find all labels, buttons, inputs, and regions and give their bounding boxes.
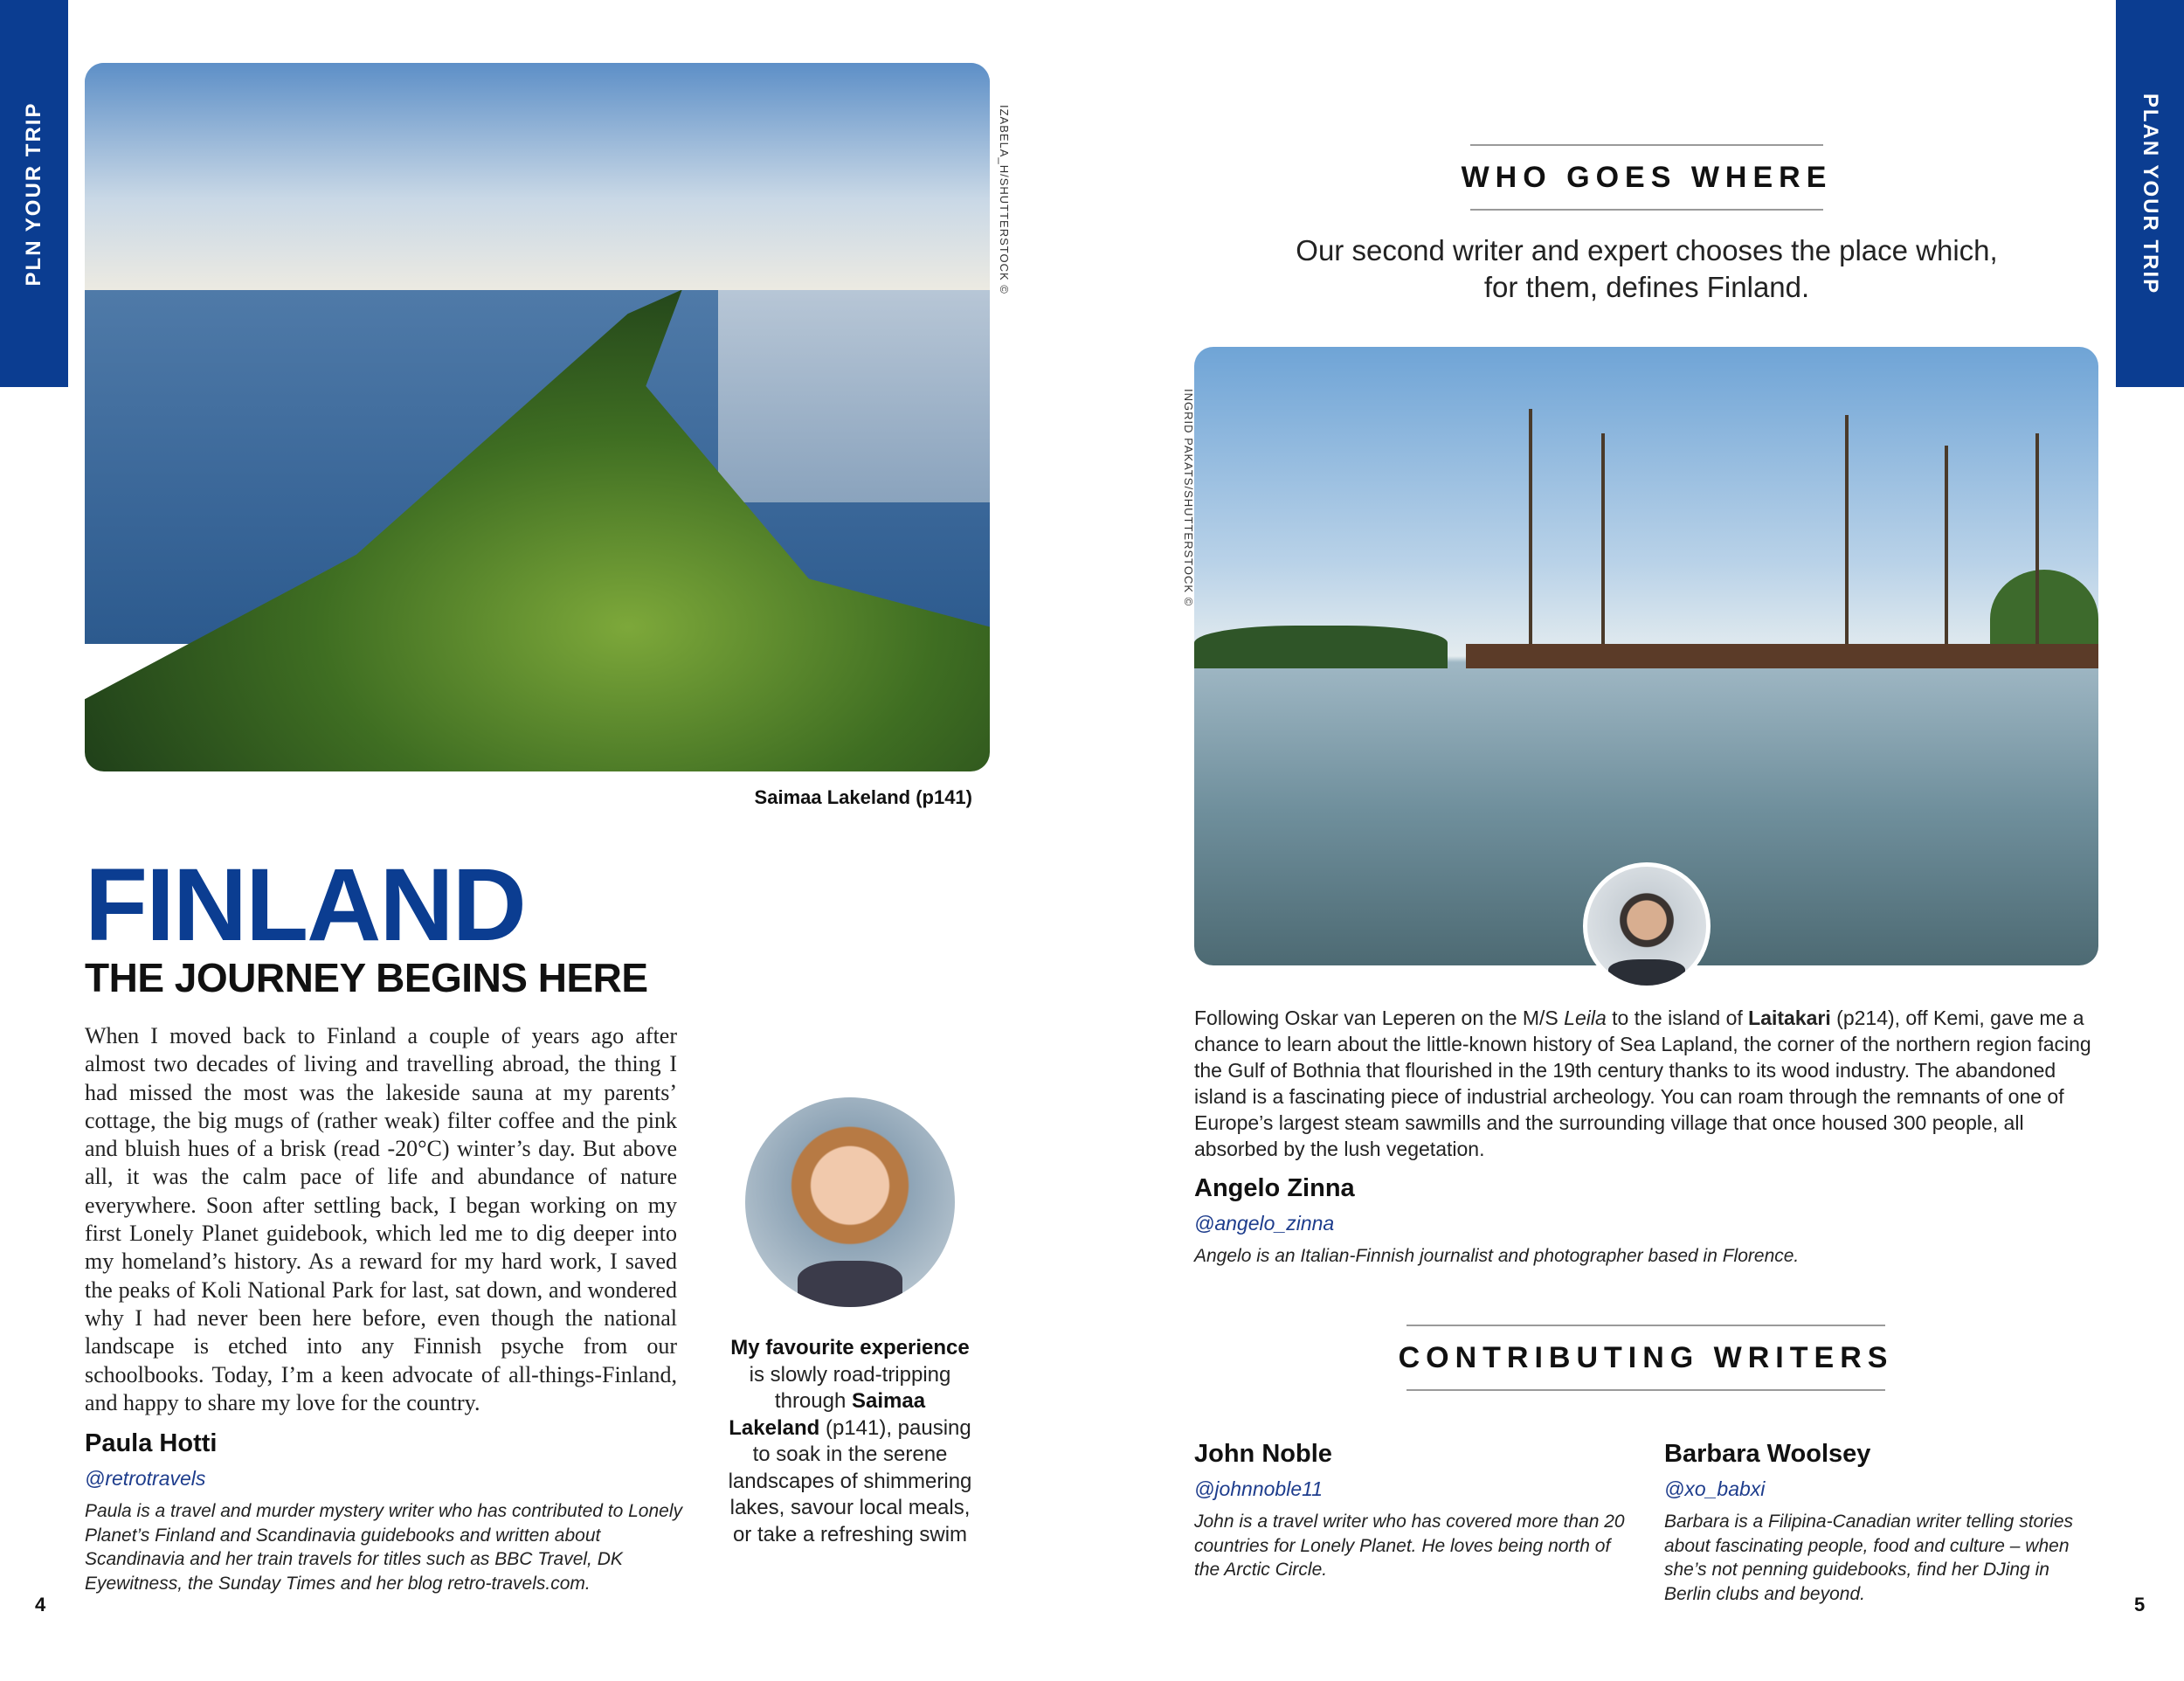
author-name: Paula Hotti bbox=[85, 1429, 218, 1457]
photo-caption: Saimaa Lakeland (p141) bbox=[754, 786, 972, 808]
contributors-title: CONTRIBUTING WRITERS bbox=[1398, 1341, 1894, 1374]
section-subtitle: Our second writer and expert chooses the place which, for them, defines Finland. bbox=[1296, 234, 1998, 303]
intro-body: When I moved back to Finland a couple of years ago after almost two decades of living and travelling abroad, the thing I had missed the most was the lakeside sauna at my parents’ cottage, the big mugs of (rather weak) filter coffee and the pink and bluish hues of a brisk (read -20°C) winter’s day. But above all, it was the calm pace of life and abundance of nature everywhere. Soon after settling back, I began working on my first Lonely Planet guidebook, which led me to dig deeper into my homeland’s history. As a reward for my hard work, I saved the peaks of Koli National Park for last, sat down, and wondered why I had never been here before, even though the national landscape is etched into any Finnish psyche from our schoolbooks. Today, I’m a keen advocate of all-things-Finland, and happy to share my love for the country. bbox=[85, 1023, 677, 1415]
photo-credit: INGRID PAKATS/SHUTTERSTOCK © bbox=[1182, 389, 1195, 607]
author-avatar bbox=[1583, 862, 1711, 990]
author-handle[interactable]: @angelo_zinna bbox=[1194, 1212, 1335, 1235]
favourite-text: is slowly road-tripping through bbox=[749, 1362, 951, 1413]
favourite-experience bbox=[728, 1335, 972, 1548]
author-handle[interactable]: @retrotravels bbox=[85, 1467, 206, 1490]
contributor-bio: Barbara is a Filipina-Canadian writer telling stories about fascinating people, food and culture – when she’s not penning guidebooks, find her DJing in Berlin clubs and beyond. bbox=[1664, 1512, 2074, 1604]
contributor-handle[interactable]: @johnnoble11 bbox=[1194, 1477, 1323, 1500]
favourite-place: Saimaa Lakeland bbox=[729, 1389, 926, 1440]
author-bio: Angelo is an Italian-Finnish journalist and photographer based in Florence. bbox=[1194, 1246, 1800, 1266]
contributor-name: Barbara Woolsey bbox=[1664, 1440, 1871, 1468]
page-number: 5 bbox=[2134, 1594, 2146, 1615]
contributor-card bbox=[1194, 1440, 1631, 1582]
author-name: Angelo Zinna bbox=[1194, 1174, 1355, 1202]
paragraph-text: (p214), off Kemi, gave me a chance to learn about the little-known history of Sea Lapland, the corner of the northern region facing the Gulf of Bothnia that flourished in the 19th century thanks to its wood industry. The abandoned island is a fascinating piece of industrial archeology. You can roam through the remnants of one of Europe’s largest steam sawmills and the surrounding village that once housed 300 people, all absorbed by the lush vegetation. bbox=[1194, 1007, 2091, 1160]
photo-credit: IZABELA_H/SHUTTERSTOCK © bbox=[998, 105, 1011, 294]
saimaa-lakeland-photo bbox=[85, 63, 990, 771]
contributor-name: John Noble bbox=[1194, 1440, 1332, 1468]
favourite-lead: My favourite experience bbox=[730, 1336, 970, 1359]
section-title: WHO GOES WHERE bbox=[1461, 161, 1833, 194]
page-number: 4 bbox=[35, 1594, 46, 1615]
section-tab-label: PLN YOUR TRIP bbox=[22, 101, 45, 286]
divider bbox=[1470, 209, 1823, 211]
paragraph-text: to the island of bbox=[1606, 1007, 1749, 1029]
section-tab-label: PLAN YOUR TRIP bbox=[2139, 93, 2162, 294]
favourite-text: (p141), pausing to soak in the serene landscapes of shimmering lakes, savour local meals, or take a refreshing swim bbox=[728, 1415, 972, 1546]
section-tab-right bbox=[2116, 0, 2184, 387]
author-portrait bbox=[745, 1097, 955, 1307]
contributor-bio: John is a travel writer who has covered more than 20 countries for Lonely Planet. He loves being north of the Arctic Circle. bbox=[1194, 1512, 1625, 1580]
author-block bbox=[1194, 1174, 2068, 1269]
contributor-card bbox=[1664, 1440, 2092, 1606]
ship-name: Leila bbox=[1564, 1007, 1607, 1029]
page-title: FINLAND bbox=[85, 847, 525, 963]
divider bbox=[1406, 1389, 1885, 1391]
divider bbox=[1406, 1325, 1885, 1326]
author-bio: Paula is a travel and murder mystery writer who has contributed to Lonely Planet’s Finland and Scandinavia guidebooks and written about Scandinavia and her train travels for titles such as BBC Travel, DK Eyewitness, the Sunday Times and her blog retro-travels.com. bbox=[85, 1501, 682, 1594]
divider bbox=[1470, 144, 1823, 146]
where-paragraph bbox=[1194, 1005, 2103, 1162]
author-block bbox=[85, 1429, 696, 1595]
island-name: Laitakari bbox=[1748, 1007, 1831, 1029]
section-tab-left bbox=[0, 0, 68, 387]
contributor-handle[interactable]: @xo_babxi bbox=[1664, 1477, 1766, 1500]
paragraph-text: Following Oskar van Leperen on the M/S bbox=[1194, 1007, 1565, 1029]
page-subtitle: THE JOURNEY BEGINS HERE bbox=[85, 955, 648, 1000]
